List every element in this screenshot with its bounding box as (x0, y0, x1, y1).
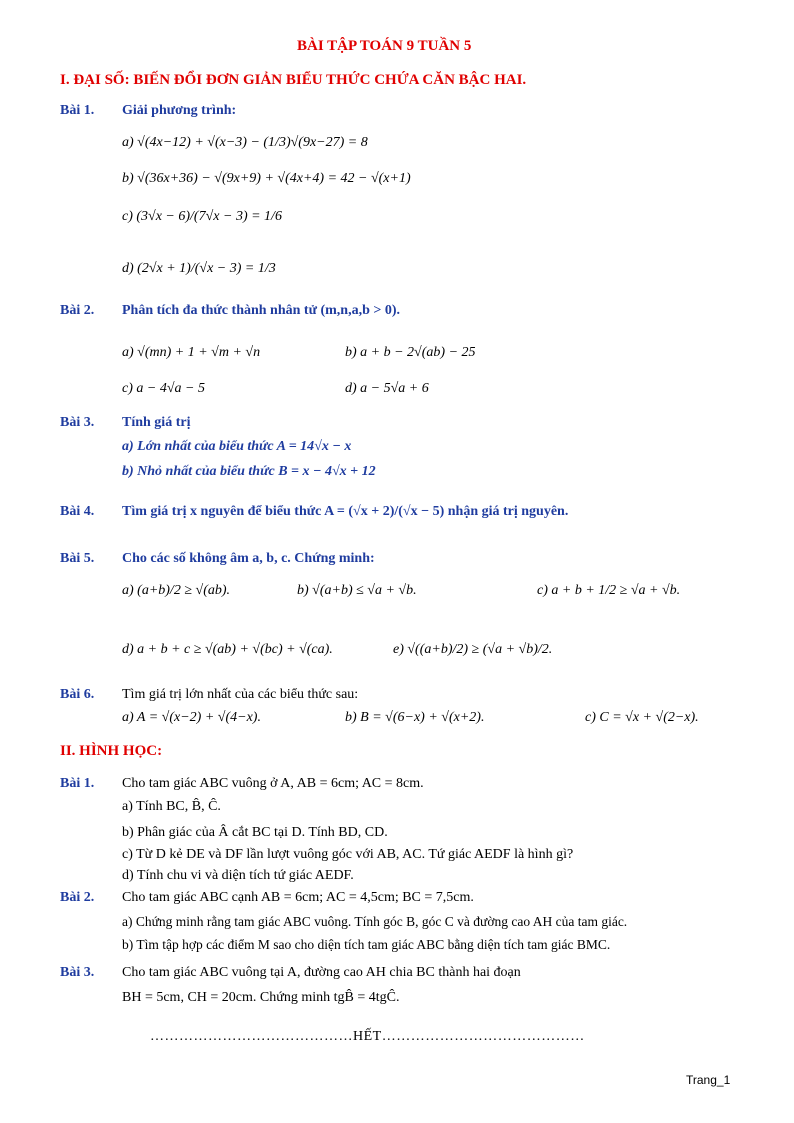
alg-ex2-label: Bài 2. (60, 303, 95, 318)
alg-ex3-label: Bài 3. (60, 415, 95, 430)
alg-ex3-item-b: b) Nhỏ nhất của biểu thức B = x − 4√x + 12 (122, 464, 376, 479)
alg-ex5-item-b: b) √(a+b) ≤ √a + √b. (297, 583, 417, 598)
end-marker: ……………………………………HẾT…………………………………… (150, 1029, 585, 1044)
geo-ex1-label: Bài 1. (60, 776, 95, 791)
alg-ex1-item-a: a) √(4x−12) + √(x−3) − (1/3)√(9x−27) = 8 (122, 135, 368, 150)
alg-ex6-heading: Tìm giá trị lớn nhất của các biểu thức sau: (122, 687, 359, 702)
geo-ex2-heading: Cho tam giác ABC cạnh AB = 6cm; AC = 4,5cm; BC = 7,5cm. (122, 890, 474, 905)
alg-ex2-item-d: d) a − 5√a + 6 (345, 381, 429, 396)
alg-ex5-item-e: e) √((a+b)/2) ≥ (√a + √b)/2. (393, 642, 553, 657)
alg-ex6-item-a: a) A = √(x−2) + √(4−x). (122, 710, 261, 725)
geo-ex1-item-c: c) Từ D kẻ DE và DF lần lượt vuông góc với AB, AC. Tứ giác AEDF là hình gì? (122, 847, 574, 862)
geo-ex3-line2: BH = 5cm, CH = 20cm. Chứng minh tgB̂ = 4tgĈ. (122, 990, 400, 1005)
alg-ex4-label: Bài 4. (60, 504, 95, 519)
geo-ex2-item-a: a) Chứng minh rằng tam giác ABC vuông. Tính góc B, góc C và đường cao AH của tam giác. (122, 914, 628, 929)
alg-ex2-item-a: a) √(mn) + 1 + √m + √n (122, 345, 261, 360)
section-algebra-heading: I. ĐẠI SỐ: BIẾN ĐỔI ĐƠN GIẢN BIỂU THỨC CHỨA CĂN BẬC HAI. (60, 72, 527, 88)
alg-ex1-item-d: d) (2√x + 1)/(√x − 3) = 1/3 (122, 261, 276, 276)
alg-ex2-item-b: b) a + b − 2√(ab) − 25 (345, 345, 476, 360)
page-number: Trang_1 (686, 1073, 731, 1087)
geo-ex1-item-a: a) Tính BC, B̂, Ĉ. (122, 799, 221, 814)
alg-ex3-item-a: a) Lớn nhất của biểu thức A = 14√x − x (122, 439, 352, 454)
page-title: BÀI TẬP TOÁN 9 TUẦN 5 (297, 38, 472, 54)
alg-ex2-heading: Phân tích đa thức thành nhân tử (m,n,a,b > 0). (122, 303, 401, 318)
section-geometry-heading: II. HÌNH HỌC: (60, 743, 163, 759)
geo-ex2-item-b: b) Tìm tập hợp các điểm M sao cho diện tích tam giác ABC bằng diện tích tam giác BMC. (122, 937, 611, 952)
alg-ex5-item-a: a) (a+b)/2 ≥ √(ab). (122, 583, 231, 598)
alg-ex6-item-c: c) C = √x + √(2−x). (585, 710, 699, 725)
alg-ex5-heading: Cho các số không âm a, b, c. Chứng minh: (122, 551, 375, 566)
alg-ex3-heading: Tính giá trị (122, 415, 191, 430)
alg-ex2-item-c: c) a − 4√a − 5 (122, 381, 205, 396)
alg-ex1-item-c: c) (3√x − 6)/(7√x − 3) = 1/6 (122, 209, 282, 224)
alg-ex1-item-b: b) √(36x+36) − √(9x+9) + √(4x+4) = 42 − √(x+1) (122, 171, 411, 186)
alg-ex4-heading: Tìm giá trị x nguyên để biểu thức A = (√x + 2)/(√x − 5) nhận giá trị nguyên. (122, 504, 569, 519)
alg-ex5-label: Bài 5. (60, 551, 95, 566)
alg-ex1-heading: Giải phương trình: (122, 103, 237, 118)
geo-ex3-heading: Cho tam giác ABC vuông tại A, đường cao AH chia BC thành hai đoạn (122, 965, 521, 980)
alg-ex5-item-d: d) a + b + c ≥ √(ab) + √(bc) + √(ca). (122, 642, 333, 657)
geo-ex3-label: Bài 3. (60, 965, 95, 980)
geo-ex1-heading: Cho tam giác ABC vuông ở A, AB = 6cm; AC = 8cm. (122, 776, 424, 791)
geo-ex2-label: Bài 2. (60, 890, 95, 905)
alg-ex5-item-c: c) a + b + 1/2 ≥ √a + √b. (537, 583, 681, 598)
alg-ex6-item-b: b) B = √(6−x) + √(x+2). (345, 710, 485, 725)
alg-ex1-label: Bài 1. (60, 103, 95, 118)
geo-ex1-item-d: d) Tính chu vi và diện tích tứ giác AEDF. (122, 868, 354, 883)
alg-ex6-label: Bài 6. (60, 687, 95, 702)
geo-ex1-item-b: b) Phân giác của Â cắt BC tại D. Tính BD, CD. (122, 825, 388, 840)
